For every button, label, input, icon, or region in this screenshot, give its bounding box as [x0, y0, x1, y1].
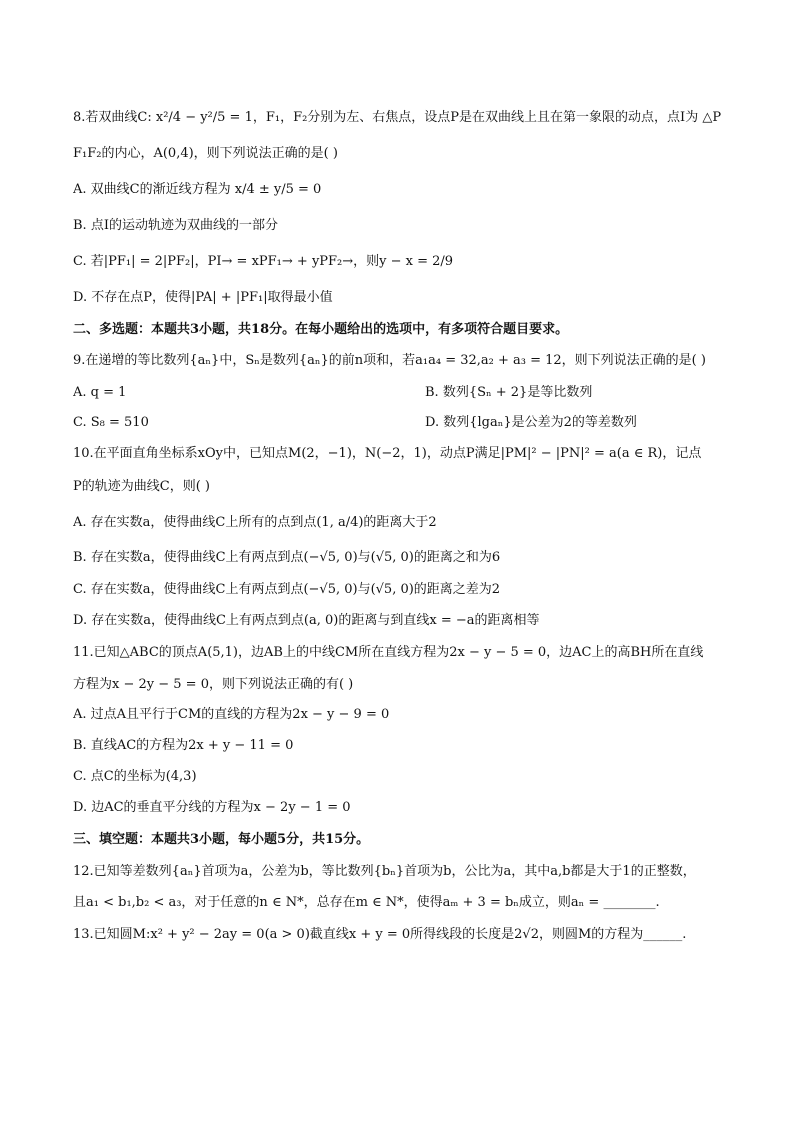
q9-option-b: B. 数列{Sₙ + 2}是等比数列 [425, 385, 593, 400]
q10-option-d: D. 存在实数a，使得曲线C上有两点到点(a, 0)的距离与到直线x = −a的距离相等 [73, 613, 540, 628]
q10-option-b: B. 存在实数a，使得曲线C上有两点到点(−√5, 0)与(√5, 0)的距离之和为6 [73, 550, 501, 565]
q9-option-a: A. q = 1 [73, 385, 127, 400]
section-fill-in-heading: 三、填空题：本题共3小题，每小题5分，共15分。 [73, 832, 370, 847]
q11-option-b: B. 直线AC的方程为2x + y − 11 = 0 [73, 738, 294, 753]
q11-option-c: C. 点C的坐标为(4,3) [73, 769, 197, 784]
q9-option-d: D. 数列{lgaₙ}是公差为2的等差数列 [425, 415, 637, 430]
q11-stem-line2: 方程为x − 2y − 5 = 0，则下列说法正确的有( ) [73, 677, 354, 692]
q12-stem-line1: 12.已知等差数列{aₙ}首项为a，公差为b，等比数列{bₙ}首项为b，公比为a，其中a,b都是大于1的正整数， [73, 864, 696, 879]
q11-option-d: D. 边AC的垂直平分线的方程为x − 2y − 1 = 0 [73, 800, 351, 815]
q12-stem-line2: 且a₁ < b₁,b₂ < a₃，对于任意的n ∈ N*，总存在m ∈ N*，使得aₘ + 3 = bₙ成立，则aₙ = ________. [73, 895, 660, 910]
q9-options-row2 [73, 413, 733, 433]
q11-option-a: A. 过点A且平行于CM的直线的方程为2x − y − 9 = 0 [73, 707, 390, 722]
q8-option-b: B. 点I的运动轨迹为双曲线的一部分 [73, 218, 278, 233]
section-multiple-choice-heading: 二、多选题：本题共3小题，共18分。在每小题给出的选项中，有多项符合题目要求。 [73, 322, 569, 337]
q10-stem-line1: 10.在平面直角坐标系xOy中，已知点M(2，−1)，N(−2，1)，动点P满足|PM|² − |PN|² = a(a ∈ R)，记点 [73, 446, 702, 461]
q8-option-c: C. 若|PF₁| = 2|PF₂|，PI→ = xPF₁→ + yPF₂→，则y − x = 2/9 [73, 254, 454, 269]
q11-stem-line1: 11.已知△ABC的顶点A(5,1)，边AB上的中线CM所在直线方程为2x − y − 5 = 0，边AC上的高BH所在直线 [73, 645, 704, 660]
q10-stem-line2: P的轨迹为曲线C，则( ) [73, 479, 210, 494]
q9-option-c: C. S₈ = 510 [73, 415, 149, 430]
q10-option-c: C. 存在实数a，使得曲线C上有两点到点(−√5, 0)与(√5, 0)的距离之差为2 [73, 582, 501, 597]
q13-stem: 13.已知圆M:x² + y² − 2ay = 0(a > 0)截直线x + y = 0所得线段的长度是2√2，则圆M的方程为______. [73, 927, 687, 942]
q8-stem-line2: F₁F₂的内心，A(0,4)，则下列说法正确的是( ) [73, 146, 338, 161]
q10-option-a: A. 存在实数a，使得曲线C上所有的点到点(1, a/4)的距离大于2 [73, 515, 437, 530]
q9-options-row1 [73, 383, 733, 403]
q8-option-d: D. 不存在点P，使得|PA| + |PF₁|取得最小值 [73, 290, 333, 305]
q9-stem: 9.在递增的等比数列{aₙ}中，Sₙ是数列{aₙ}的前n项和，若a₁a₄ = 32,a₂ + a₃ = 12，则下列说法正确的是( ) [73, 353, 706, 368]
q8-stem-line1: 8.若双曲线C: x²/4 − y²/5 = 1，F₁，F₂分别为左、右焦点，设点P是在双曲线上且在第一象限的动点，点I为 △P [73, 110, 722, 125]
q8-option-a: A. 双曲线C的渐近线方程为 x/4 ± y/5 = 0 [73, 182, 322, 197]
